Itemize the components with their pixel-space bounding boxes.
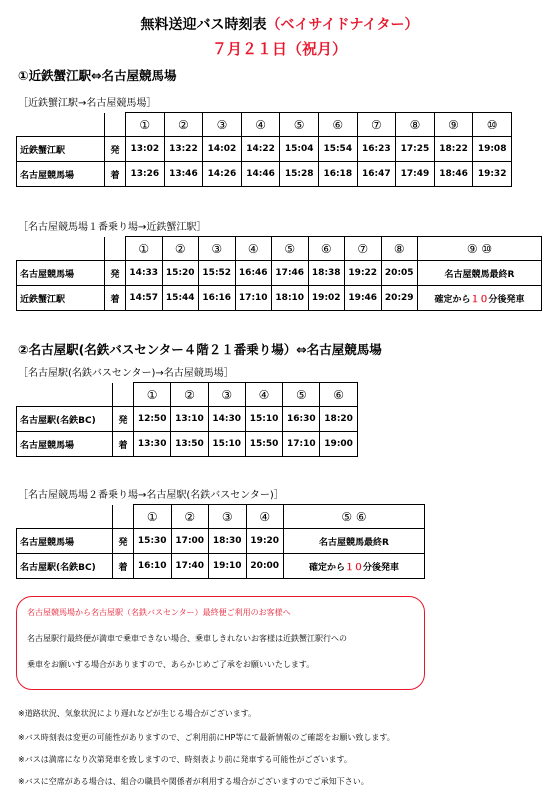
trip-number: ⑤ [283,383,320,407]
depart-arrive-label: 着 [105,286,126,311]
trip-number: ② [164,113,203,137]
time-cell: 18:30 [209,529,247,554]
time-cell: 13:10 [171,407,208,432]
time-cell: 18:46 [434,162,473,187]
departure-delay-note [418,286,542,311]
station-name: 名古屋駅(名鉄BC) [17,407,113,432]
depart-arrive-label: 着 [113,554,134,579]
time-cell: 14:57 [126,286,163,311]
table-row [17,432,358,457]
trip-number: ④ [235,237,272,261]
time-cell: 14:02 [203,137,242,162]
time-cell: 13:50 [171,432,208,457]
table3-caption: ［名古屋駅(名鉄バスセンター)→名古屋競馬場］ [18,368,234,379]
trip-number: ③ [199,237,236,261]
time-cell: 17:10 [235,286,272,311]
time-cell: 16:23 [357,137,396,162]
time-cell: 16:30 [283,407,320,432]
trip-number: ⑩ [473,113,512,137]
trip-number: ① [134,505,172,529]
note-text: 確定から [434,294,471,305]
time-cell: 17:40 [171,554,209,579]
timetable-nagoya-keiba-to-meitetsu-bc [16,504,425,579]
table-row [17,286,542,311]
trip-number: ⑦ [357,113,396,137]
trip-number: ③ [209,505,247,529]
departure-delay-note [284,554,425,579]
time-cell: 18:22 [434,137,473,162]
station-name: 名古屋駅(名鉄BC) [17,554,113,579]
time-cell: 17:49 [396,162,435,187]
depart-arrive-label: 発 [113,529,134,554]
time-cell: 14:46 [241,162,280,187]
time-cell: 15:04 [280,137,319,162]
timetable-nagoya-keiba-to-kanie [16,236,542,311]
trip-number: ⑧ [396,113,435,137]
page-date: ７月２１日（祝月） [211,40,347,58]
time-cell: 15:50 [245,432,282,457]
time-cell: 18:10 [272,286,309,311]
trip-number: ⑨ ⑩ [418,237,542,261]
page-title [0,14,559,34]
depart-arrive-label: 着 [113,432,134,457]
note-text: 分後発車 [363,562,400,573]
time-cell: 20:00 [246,554,284,579]
section1-title: ①近鉄蟹江駅⇔名古屋競馬場 [18,68,177,83]
trip-number: ⑤ [280,113,319,137]
table4-caption: ［名古屋競馬場２番乗り場→名古屋駅(名鉄バスセンター)］ [18,490,284,501]
time-cell: 16:10 [134,554,172,579]
time-cell: 19:00 [320,432,357,457]
time-cell: 15:30 [134,529,172,554]
footnote: ※バス時刻表は変更の可能性がありますので、ご利用前にHP等にて最新情報のご確認をお願い致します。 [18,733,395,742]
station-name: 近鉄蟹江駅 [17,137,105,162]
table-header-row [17,237,542,261]
time-cell: 15:20 [162,261,199,286]
time-cell: 18:20 [320,407,357,432]
time-cell: 15:52 [199,261,236,286]
time-cell: 15:44 [162,286,199,311]
time-cell: 16:18 [318,162,357,187]
time-cell: 13:46 [164,162,203,187]
time-cell: 13:22 [164,137,203,162]
station-name: 名古屋競馬場 [17,432,113,457]
table-row [17,162,512,187]
table-header-row [17,383,358,407]
station-name: 名古屋競馬場 [17,162,105,187]
notice-heading: 名古屋競馬場から名古屋駅（名鉄バスセンター）最終便ご利用のお客様へ [27,608,291,617]
time-cell: 18:38 [308,261,345,286]
footnote: ※バスは満席になり次第発車を致しますので、時刻表より前に発車する可能性がございます。 [18,755,352,764]
trip-number: ④ [246,505,284,529]
trip-number: ⑨ [434,113,473,137]
timetable-meitetsu-bc-to-nagoya-keiba [16,382,358,457]
note-minutes: １０ [344,562,363,573]
station-name: 近鉄蟹江駅 [17,286,105,311]
table-row [17,261,542,286]
station-name: 名古屋競馬場 [17,529,113,554]
time-cell: 15:54 [318,137,357,162]
trip-number: ⑤ [272,237,309,261]
note-minutes: １０ [470,294,489,305]
time-cell: 17:25 [396,137,435,162]
depart-arrive-label: 着 [105,162,126,187]
time-cell: 14:33 [126,261,163,286]
note-text: 分後発車 [488,294,525,305]
time-cell: 14:30 [208,407,245,432]
trip-number: ④ [241,113,280,137]
time-cell: 19:32 [473,162,512,187]
depart-arrive-label: 発 [113,407,134,432]
note-text: 確定から [308,562,345,573]
trip-number: ④ [245,383,282,407]
last-bus-notice [16,596,425,690]
time-cell: 15:28 [280,162,319,187]
table2-caption: ［名古屋競馬場１番乗り場→近鉄蟹江駅］ [18,222,207,233]
time-cell: 16:46 [235,261,272,286]
time-cell: 13:02 [126,137,165,162]
table1-caption: ［近鉄蟹江駅→名古屋競馬場］ [18,98,157,109]
trip-number: ② [171,383,208,407]
time-cell: 15:10 [208,432,245,457]
time-cell: 17:10 [283,432,320,457]
title-main: 無料送迎バス時刻表 [140,17,267,33]
trip-number: ③ [203,113,242,137]
time-cell: 19:46 [345,286,382,311]
time-cell: 19:08 [473,137,512,162]
table-row [17,554,425,579]
table-row [17,407,358,432]
time-cell: 14:22 [241,137,280,162]
table-header-row [17,113,512,137]
time-cell: 17:00 [171,529,209,554]
time-cell: 16:16 [199,286,236,311]
last-race-note: 名古屋競馬最終R [284,529,425,554]
time-cell: 20:05 [381,261,418,286]
trip-number: ⑥ [308,237,345,261]
time-cell: 17:46 [272,261,309,286]
trip-number: ⑥ [318,113,357,137]
trip-number: ③ [208,383,245,407]
notice-line: 乗車をお願いする場合がありますので、あらかじめご了承をお願いいたします。 [27,660,315,669]
footnote: ※道路状況、気象状況により遅れなどが生じる場合がございます。 [18,709,257,718]
trip-number: ② [171,505,209,529]
time-cell: 20:29 [381,286,418,311]
depart-arrive-label: 発 [105,137,126,162]
time-cell: 19:20 [246,529,284,554]
station-name: 名古屋競馬場 [17,261,105,286]
time-cell: 15:10 [245,407,282,432]
trip-number: ① [126,237,163,261]
depart-arrive-label: 発 [105,261,126,286]
trip-number: ⑧ [381,237,418,261]
time-cell: 19:22 [345,261,382,286]
section2-title: ②名古屋駅(名鉄バスセンター４階２１番乗り場）⇔名古屋競馬場 [18,342,382,357]
trip-number: ⑦ [345,237,382,261]
table-header-row [17,505,425,529]
time-cell: 19:10 [209,554,247,579]
time-cell: 16:47 [357,162,396,187]
time-cell: 13:26 [126,162,165,187]
notice-line: 名古屋駅行最終便が満車で乗車できない場合、乗車しきれないお客様は近鉄蟹江駅行への [27,634,347,643]
last-race-note: 名古屋競馬最終R [418,261,542,286]
trip-number: ① [134,383,171,407]
table-row [17,137,512,162]
time-cell: 19:02 [308,286,345,311]
table-row [17,529,425,554]
time-cell: 12:50 [134,407,171,432]
time-cell: 13:30 [134,432,171,457]
trip-number: ⑤ ⑥ [284,505,425,529]
footnote: ※バスに空席がある場合は、組合の職員や関係者が利用する場合がございますのでご承知下さい。 [18,777,369,786]
title-highlight: （ベイサイドナイター） [266,17,419,33]
trip-number: ② [162,237,199,261]
time-cell: 14:26 [203,162,242,187]
timetable-kanie-to-nagoya-keiba [16,112,512,187]
trip-number: ⑥ [320,383,357,407]
trip-number: ① [126,113,165,137]
